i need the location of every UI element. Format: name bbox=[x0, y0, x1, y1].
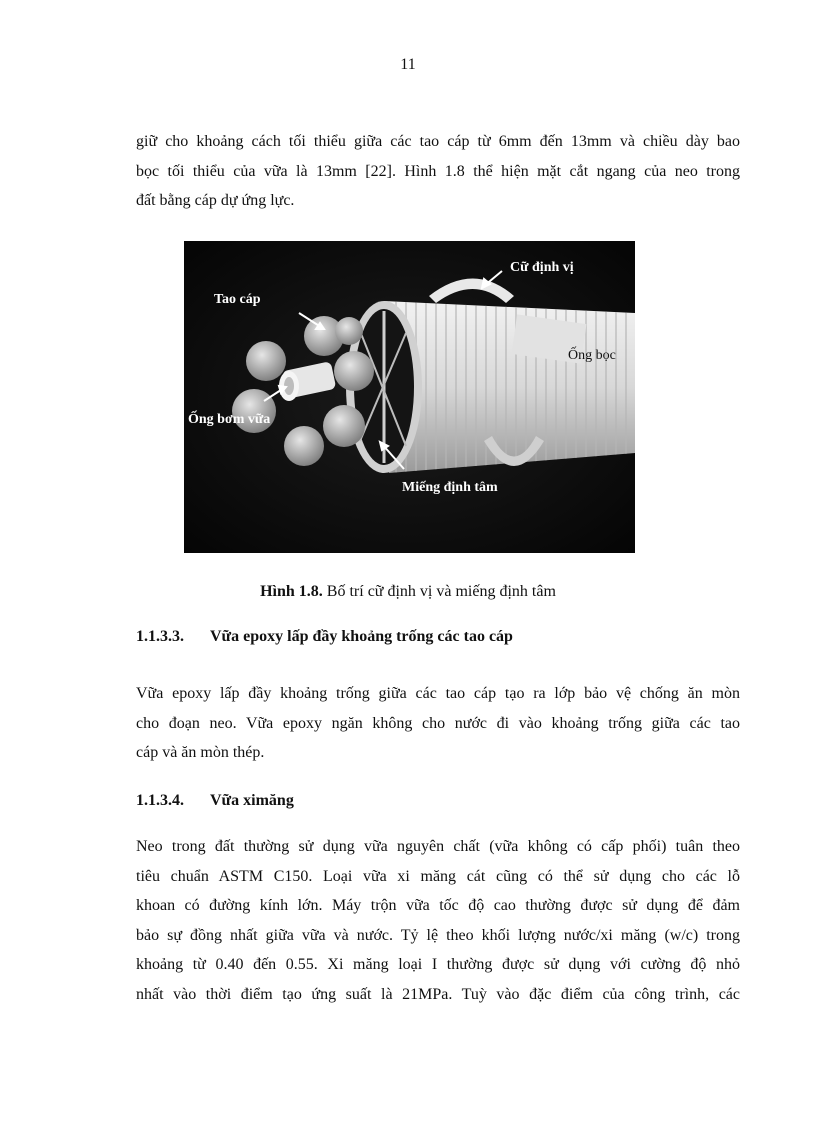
text-line: tiêu chuẩn ASTM C150. Loại vữa xi măng cát cũng có thể sử dụng cho các lỗ bbox=[136, 867, 740, 885]
section-number: 1.1.3.4. bbox=[136, 792, 184, 809]
section-title: Vữa epoxy lấp đầy khoảng trống các tao cáp bbox=[210, 628, 513, 645]
text-line: cáp và ăn mòn thép. bbox=[136, 744, 265, 761]
label-centralizer: Miếng định tâm bbox=[402, 480, 498, 495]
anchor-cross-section-figure bbox=[184, 241, 635, 553]
text-line: giữ cho khoảng cách tối thiểu giữa các tao cáp từ 6mm đến 13mm và chiều dày bao bbox=[136, 133, 740, 150]
section-heading-1134 bbox=[136, 792, 294, 810]
epoxy-paragraph bbox=[136, 679, 740, 768]
figure-caption-label: Hình 1.8. bbox=[260, 583, 323, 600]
section-number: 1.1.3.3. bbox=[136, 628, 184, 645]
label-retainer: Cữ định vị bbox=[510, 260, 574, 275]
anchor-photo-illustration bbox=[184, 241, 635, 553]
text-line: bọc tối thiểu của vữa là 13mm [22]. Hình 1.8 thể hiện mặt cắt ngang của neo trong bbox=[136, 162, 740, 180]
text-line: đất bằng cáp dự ứng lực. bbox=[136, 192, 295, 209]
label-grout-tube: Ống bơm vữa bbox=[188, 412, 271, 427]
text-line: nhất vào thời điểm tạo ứng suất là 21MPa. Tuỳ vào đặc điểm của công trình, các bbox=[136, 985, 740, 1003]
figure-caption bbox=[0, 583, 816, 601]
cement-grout-paragraph bbox=[136, 832, 740, 1009]
text-line: khoảng từ 0.40 đến 0.55. Xi măng loại I thường được sử dụng với cường độ nhỏ bbox=[136, 956, 740, 973]
intro-paragraph bbox=[136, 127, 740, 216]
section-heading-1133 bbox=[136, 628, 513, 646]
text-line: cho đoạn neo. Vữa epoxy ngăn không cho nước đi vào khoảng trống giữa các tao bbox=[136, 714, 740, 732]
figure-caption-text: Bố trí cữ định vị và miếng định tâm bbox=[322, 583, 556, 600]
text-line: khoan có đường kính lớn. Máy trộn vữa tốc độ cao thường được sử dụng để đảm bbox=[136, 897, 740, 914]
label-sheath: Ống bọc bbox=[568, 348, 616, 363]
text-line: Neo trong đất thường sử dụng vữa nguyên chất (vữa không có cấp phối) tuân theo bbox=[136, 838, 740, 855]
page-number: 11 bbox=[400, 56, 416, 73]
section-title: Vữa ximăng bbox=[210, 792, 294, 809]
text-line: bảo sự đồng nhất giữa vữa và nước. Tỷ lệ theo khối lượng nước/xi măng (w/c) trong bbox=[136, 926, 740, 944]
text-line: Vữa epoxy lấp đầy khoảng trống giữa các tao cáp tạo ra lớp bảo vệ chống ăn mòn bbox=[136, 685, 740, 702]
label-strand: Tao cáp bbox=[214, 292, 261, 307]
